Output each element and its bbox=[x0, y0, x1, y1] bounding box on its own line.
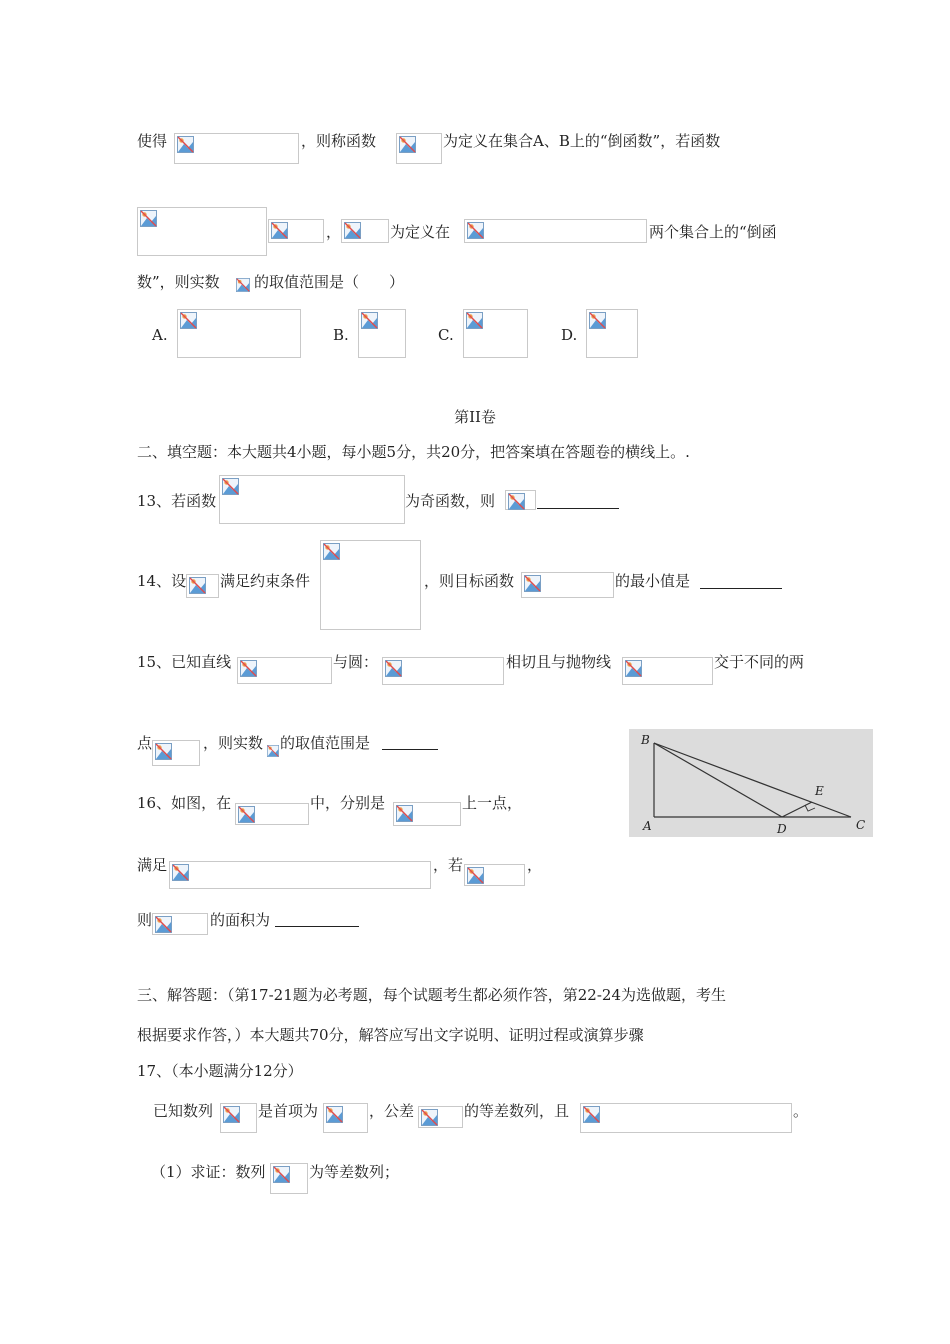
label-c: C bbox=[856, 818, 866, 832]
option-c-image bbox=[463, 309, 528, 358]
broken-image-icon bbox=[238, 806, 255, 823]
q12-line-1 bbox=[137, 131, 167, 151]
q12-line-1c bbox=[443, 131, 720, 151]
broken-image-icon bbox=[240, 660, 257, 677]
q16-text-e: ，若 bbox=[433, 856, 464, 874]
option-a-image bbox=[177, 309, 301, 358]
q15-text-a: 15、已知直线 bbox=[137, 653, 232, 671]
q14-text-d: 的最小值是 bbox=[615, 572, 691, 590]
q17-text-e: 。 bbox=[793, 1102, 809, 1120]
formula-image bbox=[580, 1103, 792, 1133]
q12-line-2c bbox=[649, 222, 777, 242]
broken-image-icon bbox=[273, 1166, 290, 1183]
answer-blank[interactable] bbox=[700, 588, 782, 589]
broken-image-icon bbox=[177, 136, 194, 153]
formula-image bbox=[521, 572, 614, 598]
q16-text-f: ， bbox=[527, 856, 543, 874]
q15-text-c: 相切且与抛物线 bbox=[506, 653, 612, 671]
text: A. bbox=[152, 326, 168, 344]
broken-image-icon bbox=[396, 805, 413, 822]
q16-text-d: 满足 bbox=[137, 856, 168, 874]
q15-text-e: 点 bbox=[137, 734, 153, 752]
formula-image bbox=[235, 803, 309, 825]
formula-image bbox=[174, 133, 299, 164]
formula-image bbox=[396, 133, 442, 164]
broken-image-icon bbox=[180, 312, 197, 329]
label-a: A bbox=[643, 819, 652, 833]
broken-image-icon bbox=[172, 864, 189, 881]
formula-image bbox=[152, 913, 208, 935]
formula-image bbox=[219, 475, 405, 524]
text: 的取值范围是（ ） bbox=[254, 273, 405, 291]
broken-image-icon bbox=[583, 1106, 600, 1123]
q16-text-c: 上一点， bbox=[462, 794, 523, 812]
text: B. bbox=[333, 326, 349, 344]
q16-text-a: 16、如图，在 bbox=[137, 794, 232, 812]
broken-image-icon bbox=[524, 575, 541, 592]
broken-image-icon bbox=[222, 478, 239, 495]
text: 数”，则实数 bbox=[137, 273, 220, 291]
text: ， bbox=[326, 223, 342, 241]
q17-sub1-a: （1）求证：数列 bbox=[151, 1163, 266, 1181]
broken-image-icon bbox=[508, 493, 525, 510]
broken-image-icon bbox=[323, 543, 340, 560]
option-c-label bbox=[438, 325, 454, 345]
part3-line-2: 根据要求作答，）本大题共70分，解答应写出文字说明、证明过程或演算步骤 bbox=[137, 1026, 644, 1044]
q13-text-b: 为奇函数，则 bbox=[405, 492, 496, 510]
label-d: D bbox=[777, 822, 787, 836]
text: 为定义在集合A、B上的“倒函数”，若函数 bbox=[443, 132, 721, 150]
broken-image-icon bbox=[155, 743, 172, 760]
broken-image-icon bbox=[399, 136, 416, 153]
formula-image bbox=[152, 740, 200, 766]
text: D. bbox=[561, 326, 578, 344]
answer-blank[interactable] bbox=[382, 749, 438, 750]
broken-image-icon bbox=[385, 660, 402, 677]
q17-text-b: 是首项为 bbox=[258, 1102, 319, 1120]
formula-image bbox=[622, 657, 713, 685]
q17-text-a: 已知数列 bbox=[153, 1102, 214, 1120]
broken-image-icon bbox=[236, 278, 250, 292]
q17-heading: 17、（本小题满分12分） bbox=[137, 1062, 303, 1080]
formula-image bbox=[323, 1103, 368, 1133]
option-b-image bbox=[358, 309, 406, 358]
formula-image bbox=[341, 219, 389, 243]
formula-image bbox=[505, 490, 536, 510]
broken-image-icon bbox=[467, 222, 484, 239]
q12-line-2a bbox=[326, 222, 341, 242]
section-heading: 二、填空题：本大题共4小题，每小题5分，共20分，把答案填在答题卷的横线上。. bbox=[137, 443, 690, 461]
q17-sub1-b: 为等差数列； bbox=[309, 1163, 400, 1181]
q12-line-3b bbox=[254, 272, 404, 292]
triangle-diagram bbox=[629, 729, 873, 837]
answer-blank[interactable] bbox=[275, 926, 359, 927]
formula-image bbox=[418, 1106, 463, 1128]
q15-text-f: ，则实数 bbox=[203, 734, 264, 752]
broken-image-icon bbox=[140, 210, 157, 227]
formula-image bbox=[137, 207, 267, 256]
q15-text-d: 交于不同的两 bbox=[714, 653, 805, 671]
q16-text-g: 则 bbox=[137, 911, 153, 929]
q16-text-h: 的面积为 bbox=[210, 911, 271, 929]
text: 为定义在 bbox=[390, 223, 451, 241]
formula-image bbox=[169, 861, 431, 889]
broken-image-icon bbox=[421, 1109, 438, 1126]
answer-blank[interactable] bbox=[537, 508, 619, 509]
formula-image bbox=[382, 657, 504, 685]
formula-image bbox=[464, 219, 647, 243]
broken-image-icon bbox=[189, 577, 206, 594]
broken-image-icon bbox=[271, 222, 288, 239]
q13-text-a: 13、若函数 bbox=[137, 492, 217, 510]
formula-image bbox=[237, 657, 332, 684]
broken-image-icon bbox=[589, 312, 606, 329]
broken-image-icon bbox=[155, 916, 172, 933]
part-title: 第II卷 bbox=[454, 408, 496, 426]
right-angle-mark bbox=[805, 805, 815, 811]
formula-image bbox=[268, 219, 324, 243]
q17-text-c: ，公差 bbox=[369, 1102, 415, 1120]
option-b-label bbox=[333, 325, 349, 345]
q14-text-c: ，则目标函数 bbox=[424, 572, 515, 590]
broken-image-icon bbox=[467, 867, 484, 884]
text: ，则称函数 bbox=[301, 132, 377, 150]
text: 两个集合上的“倒函 bbox=[649, 223, 777, 241]
option-d-image bbox=[586, 309, 638, 358]
q12-line-2b bbox=[390, 222, 450, 242]
q12-line-3a bbox=[137, 272, 220, 292]
q15-text-b: 与圆： bbox=[333, 653, 379, 671]
option-d-label bbox=[561, 325, 577, 345]
formula-image bbox=[270, 1163, 308, 1194]
formula-image bbox=[267, 744, 279, 762]
text: 使得 bbox=[137, 132, 168, 150]
broken-image-icon bbox=[267, 744, 279, 758]
q12-line-1b bbox=[301, 131, 376, 151]
label-e: E bbox=[815, 784, 824, 798]
broken-image-icon bbox=[344, 222, 361, 239]
q15-text-g: 的取值范围是 bbox=[280, 734, 371, 752]
triangle-figure bbox=[629, 729, 873, 837]
label-b: B bbox=[641, 733, 650, 747]
option-a-label bbox=[152, 325, 168, 345]
text: C. bbox=[438, 326, 454, 344]
q14-text-b: 满足约束条件 bbox=[220, 572, 311, 590]
part3-line-1: 三、解答题：（第17-21题为必考题，每个试题考生都必须作答，第22-24为选做题，考生 bbox=[137, 986, 726, 1004]
broken-image-icon bbox=[625, 660, 642, 677]
formula-image bbox=[393, 802, 461, 826]
formula-image bbox=[186, 574, 219, 598]
q16-text-b: 中，分别是 bbox=[310, 794, 386, 812]
segment-bd bbox=[654, 743, 782, 817]
side-bc bbox=[654, 743, 851, 817]
broken-image-icon bbox=[223, 1106, 240, 1123]
broken-image-icon bbox=[466, 312, 483, 329]
formula-image bbox=[236, 278, 253, 292]
q17-text-d: 的等差数列，且 bbox=[464, 1102, 570, 1120]
formula-image bbox=[320, 540, 421, 630]
formula-image bbox=[220, 1103, 257, 1133]
broken-image-icon bbox=[361, 312, 378, 329]
formula-image bbox=[464, 864, 525, 886]
broken-image-icon bbox=[326, 1106, 343, 1123]
q14-text-a: 14、设 bbox=[137, 572, 187, 590]
